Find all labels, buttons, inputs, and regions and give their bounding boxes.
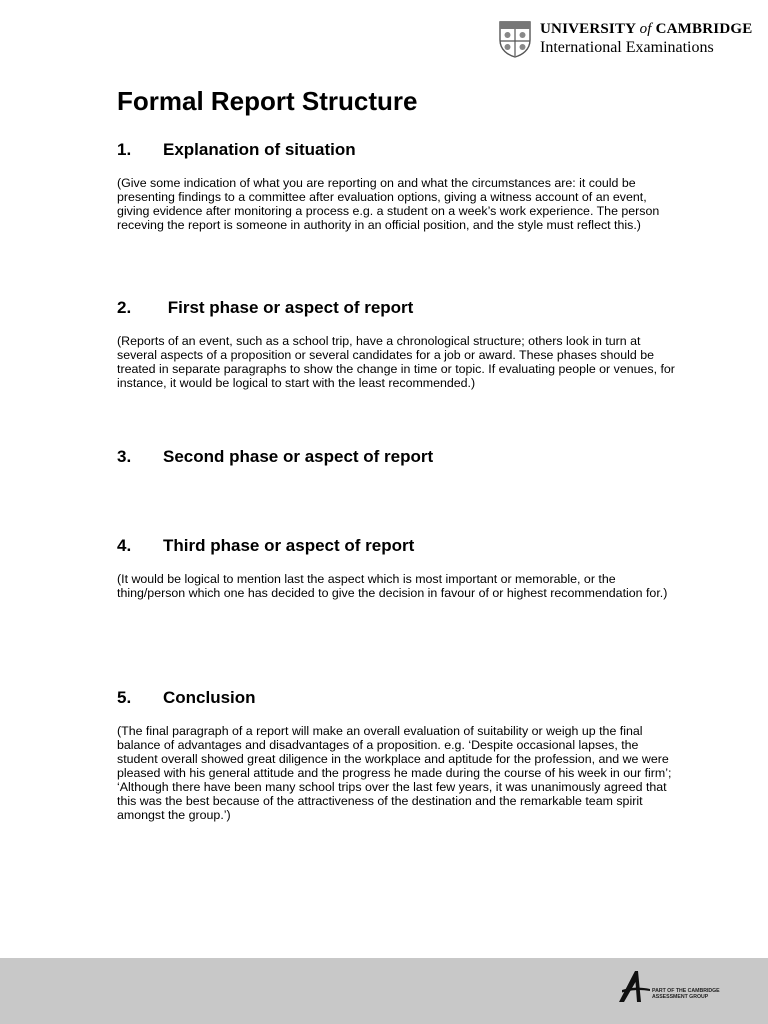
section-second-phase — [117, 447, 677, 467]
section-title: Explanation of situation — [163, 140, 356, 159]
section-body: (The final paragraph of a report will make an overall evaluation of suitability or weigh up the final balance of advantages and disadvantages of a proposition. e.g. ‘Despite occasional lapses, the student overall showed great diligence in the workplace and aptitude for the profession, and we were pleased with his general attitude and the progress he made during the course of his week in our firm’; ‘Although there have been many school trips over the last few years, it was unanimously agreed that this was the best because of the attractiveness of the destination and the remarkable team spirit amongst the group.’) — [117, 724, 672, 822]
section-heading — [117, 688, 677, 708]
cambridge-assessment-a-icon — [617, 968, 651, 1004]
section-body: (Give some indication of what you are reporting on and what the circumstances are: it could be presenting findings to a committee after evaluation options, giving a witness account of an event, giving evidence after monitoring a process e.g. a student on a week’s work experience. The person receving the report is someone in authority in an official position, and the style must reflect this.) — [117, 176, 660, 232]
section-body: (It would be logical to mention last the aspect which is most important or memorable, or the thing/person which one has decided to give the decision in favour of or highest recommendation for.) — [117, 572, 668, 600]
section-number: 3. — [117, 447, 132, 466]
university-crest-icon — [498, 20, 532, 58]
section-number: 5. — [117, 688, 132, 707]
section-heading — [117, 298, 677, 318]
logo-subtitle: International Examinations — [540, 39, 714, 56]
logo-university-name: UNIVERSITY of CAMBRIDGE — [540, 21, 753, 37]
section-first-phase — [117, 298, 677, 390]
page-title: Formal Report Structure — [117, 86, 418, 116]
section-conclusion — [117, 688, 677, 822]
cambridge-logo — [498, 20, 752, 58]
section-heading — [117, 536, 677, 556]
section-number: 1. — [117, 140, 132, 159]
section-title: Conclusion — [163, 688, 256, 707]
section-explanation — [117, 140, 677, 232]
section-title: First phase or aspect of report — [163, 298, 414, 317]
section-body: (Reports of an event, such as a school trip, have a chronological structure; others look in turn at several aspects of a proposition or several candidates for a job or award. These phases should be treated in separate paragraphs to show the change in time or topic. If evaluating people or venues, for instance, it would be logical to start with the least recommended.) — [117, 334, 675, 390]
section-heading — [117, 447, 677, 467]
footer-logo-text: PART OF THE CAMBRIDGE ASSESSMENT GROUP — [652, 988, 720, 1000]
section-title: Third phase or aspect of report — [163, 536, 415, 555]
section-title: Second phase or aspect of report — [163, 447, 434, 466]
cambridge-assessment-logo — [617, 968, 722, 1004]
section-number: 4. — [117, 536, 132, 555]
section-number: 2. — [117, 298, 132, 317]
page-footer — [0, 958, 768, 1024]
section-heading — [117, 140, 677, 160]
section-third-phase — [117, 536, 677, 600]
